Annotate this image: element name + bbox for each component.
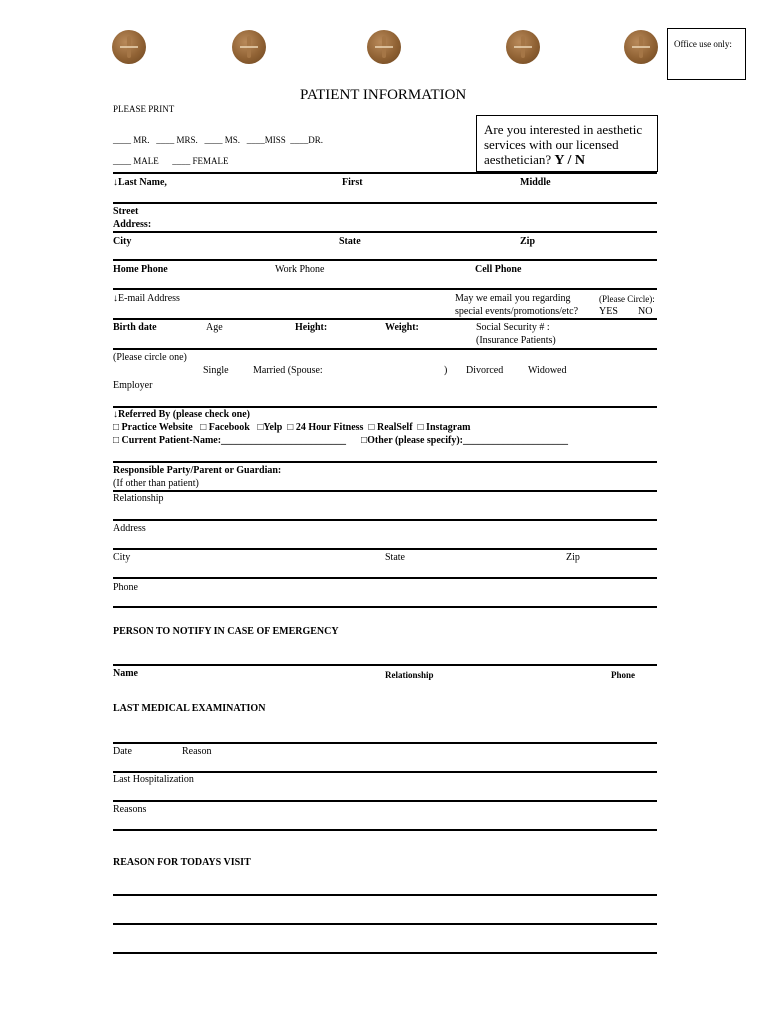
divider <box>113 490 657 492</box>
divider <box>113 548 657 550</box>
divider <box>113 259 657 261</box>
spouse-close-paren: ) <box>444 365 448 376</box>
widowed-option[interactable]: Widowed <box>528 365 567 376</box>
divider <box>113 664 657 666</box>
gender-options[interactable]: ____ MALE ____ FEMALE <box>113 156 229 166</box>
emergency-name-label: Name <box>113 668 138 679</box>
middle-name-label: Middle <box>520 177 551 188</box>
divider <box>113 577 657 579</box>
responsible-party-title: Responsible Party/Parent or Guardian: <box>113 465 282 476</box>
cell-phone-label: Cell Phone <box>475 264 522 275</box>
visit-reason-line[interactable] <box>113 894 657 896</box>
relationship-label: Relationship <box>113 493 164 504</box>
divider <box>113 231 657 233</box>
please-circle-label: (Please Circle): <box>599 294 655 304</box>
emergency-relationship-label: Relationship <box>385 670 434 680</box>
work-phone-label: Work Phone <box>275 264 325 275</box>
city-label: City <box>113 236 132 247</box>
social-security-label: Social Security # : <box>476 322 550 333</box>
divider <box>113 348 657 350</box>
divider <box>113 202 657 204</box>
email-yes-option[interactable]: YES <box>599 306 618 317</box>
divider <box>113 406 657 408</box>
divider <box>113 288 657 290</box>
aesthetic-question-box <box>476 115 658 172</box>
divorced-option[interactable]: Divorced <box>466 365 504 376</box>
aesthetic-yes-no[interactable]: Y / N <box>554 153 585 168</box>
referred-by-title: ↓Referred By (please check one) <box>113 409 251 420</box>
hospitalization-reasons-label: Reasons <box>113 804 147 815</box>
please-print-label: PLEASE PRINT <box>113 104 175 114</box>
first-name-label: First <box>342 177 363 188</box>
clinic-logo-icon <box>506 30 540 64</box>
height-label: Height: <box>295 322 328 333</box>
divider <box>113 800 657 802</box>
clinic-logo-icon <box>624 30 658 64</box>
responsible-phone-label: Phone <box>113 582 138 593</box>
zip-label: Zip <box>520 236 536 247</box>
page-title: PATIENT INFORMATION <box>300 87 467 103</box>
exam-date-label: Date <box>113 746 132 757</box>
weight-label: Weight: <box>385 322 419 333</box>
emergency-title: PERSON TO NOTIFY IN CASE OF EMERGENCY <box>113 626 339 637</box>
divider <box>113 461 657 463</box>
divider <box>113 519 657 521</box>
salutation-options[interactable]: ____ MR. ____ MRS. ____ MS. ____MISS ____DR. <box>113 135 324 145</box>
responsible-note: (If other than patient) <box>113 478 199 489</box>
email-consent-question: May we email you regarding <box>455 293 571 304</box>
responsible-address-label: Address <box>113 523 146 534</box>
referral-options-2[interactable]: □ Current Patient-Name:_________________________ □Other (please specify):_____________________ <box>113 435 568 446</box>
emergency-phone-label: Phone <box>611 670 636 680</box>
circle-one-label: (Please circle one) <box>113 352 187 363</box>
divider <box>113 606 657 608</box>
email-label: ↓E-mail Address <box>113 293 180 304</box>
birth-date-label: Birth date <box>113 322 157 333</box>
clinic-logo-icon <box>112 30 146 64</box>
responsible-city-label: City <box>113 552 131 563</box>
aesthetic-question: Are you interested in aesthetic services with our licensed aesthetician? <box>484 122 643 167</box>
visit-reason-line[interactable] <box>113 923 657 925</box>
medical-exam-title: LAST MEDICAL EXAMINATION <box>113 703 266 714</box>
referral-options-1[interactable]: □ Practice Website □ Facebook □Yelp □ 24 Hour Fitness □ RealSelf □ Instagram <box>113 422 471 433</box>
divider <box>113 829 657 831</box>
visit-reason-line[interactable] <box>113 952 657 954</box>
married-option[interactable]: Married (Spouse: <box>253 365 323 376</box>
office-use-label: Office use only: <box>674 39 732 49</box>
office-use-box[interactable] <box>667 28 746 80</box>
responsible-zip-label: Zip <box>566 552 580 563</box>
state-label: State <box>339 236 361 247</box>
last-hospitalization-label: Last Hospitalization <box>113 774 194 785</box>
divider <box>113 742 657 744</box>
address-label: Address: <box>113 219 152 230</box>
street-label: Street <box>113 206 139 217</box>
insurance-note: (Insurance Patients) <box>476 335 556 346</box>
responsible-state-label: State <box>385 552 405 563</box>
divider <box>113 318 657 320</box>
last-name-label: ↓Last Name, <box>113 177 167 188</box>
clinic-logo-icon <box>367 30 401 64</box>
employer-label: Employer <box>113 380 153 391</box>
divider <box>113 771 657 773</box>
single-option[interactable]: Single <box>203 365 229 376</box>
home-phone-label: Home Phone <box>113 264 168 275</box>
age-label: Age <box>206 322 223 333</box>
exam-reason-label: Reason <box>182 746 212 757</box>
email-consent-question-2: special events/promotions/etc? <box>455 306 579 317</box>
visit-reason-title: REASON FOR TODAYS VISIT <box>113 857 251 868</box>
clinic-logo-icon <box>232 30 266 64</box>
email-no-option[interactable]: NO <box>638 306 653 317</box>
divider <box>113 172 657 174</box>
